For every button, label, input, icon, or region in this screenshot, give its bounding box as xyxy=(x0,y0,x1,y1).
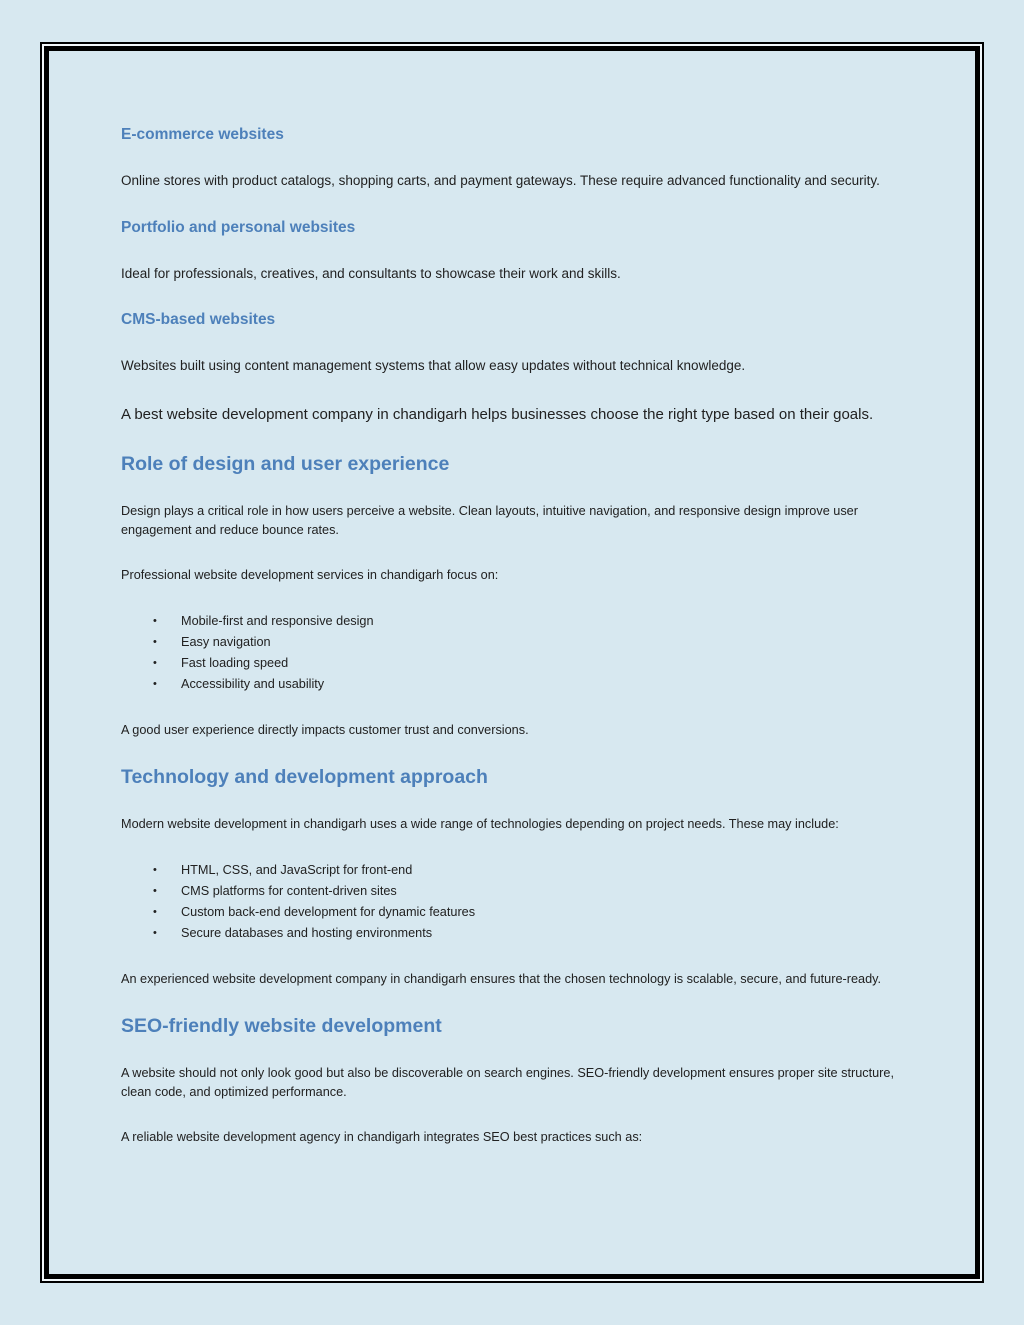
list-item xyxy=(121,674,903,695)
paragraph-design-outro: A good user experience directly impacts customer trust and conversions. xyxy=(121,722,529,737)
bullet-icon: • xyxy=(153,905,157,918)
technology-list xyxy=(121,860,903,944)
list-item-label: Secure databases and hosting environments xyxy=(181,925,433,940)
heading-seo-development: SEO-friendly website development xyxy=(121,1014,442,1037)
bullet-icon: • xyxy=(153,863,157,876)
paragraph-technology-outro: An experienced website development company in chandigarh ensures that the chosen technology is scalable, secure, and future-ready. xyxy=(121,971,882,986)
page-border-inner xyxy=(44,46,980,1279)
paragraph-ecommerce: Online stores with product catalogs, shopping carts, and payment gateways. These require advanced functionality and security. xyxy=(121,173,880,188)
bullet-icon: • xyxy=(153,677,157,690)
heading-design-ux: Role of design and user experience xyxy=(121,452,450,475)
list-item xyxy=(121,653,903,674)
heading-technology-approach: Technology and development approach xyxy=(121,765,488,788)
list-item xyxy=(121,923,903,944)
bullet-icon: • xyxy=(153,926,157,939)
list-item-label: Mobile-first and responsive design xyxy=(181,613,374,628)
page-border-frame xyxy=(40,42,984,1283)
list-item-label: Accessibility and usability xyxy=(181,676,325,691)
list-item xyxy=(121,632,903,653)
paragraph-design-intro: Design plays a critical role in how users perceive a website. Clean layouts, intuitive navigation, and responsive design improve user engagement and reduce bounce rates. xyxy=(121,503,858,537)
paragraph-seo-lead-in: A reliable website development agency in chandigarh integrates SEO best practices such as: xyxy=(121,1129,643,1144)
list-item xyxy=(121,860,903,881)
design-focus-list xyxy=(121,611,903,695)
bullet-icon: • xyxy=(153,884,157,897)
list-item-label: HTML, CSS, and JavaScript for front-end xyxy=(181,862,413,877)
bullet-icon: • xyxy=(153,635,157,648)
list-item-label: Custom back-end development for dynamic features xyxy=(181,904,476,919)
list-item-label: Fast loading speed xyxy=(181,655,289,670)
heading-cms-websites: CMS-based websites xyxy=(121,311,276,328)
paragraph-design-lead-in: Professional website development services in chandigarh focus on: xyxy=(121,567,499,582)
paragraph-seo-intro: A website should not only look good but also be discoverable on search engines. SEO-friendly development ensures proper site structure, clean code, and optimized performance. xyxy=(121,1065,894,1099)
paragraph-portfolio: Ideal for professionals, creatives, and consultants to showcase their work and skills. xyxy=(121,265,621,281)
list-item xyxy=(121,902,903,923)
document-content xyxy=(121,125,903,1147)
paragraph-technology-intro: Modern website development in chandigarh uses a wide range of technologies depending on project needs. These may include: xyxy=(121,816,839,831)
list-item-label: Easy navigation xyxy=(181,634,271,649)
paragraph-cms: Websites built using content management systems that allow easy updates without technical knowledge. xyxy=(121,358,746,373)
paragraph-cms-note: A best website development company in chandigarh helps businesses choose the right type based on their goals. xyxy=(121,405,874,423)
list-item xyxy=(121,611,903,632)
bullet-icon: • xyxy=(153,656,157,669)
list-item xyxy=(121,881,903,902)
bullet-icon: • xyxy=(153,614,157,627)
heading-portfolio-websites: Portfolio and personal websites xyxy=(121,218,356,236)
heading-ecommerce-websites: E-commerce websites xyxy=(121,126,284,143)
list-item-label: CMS platforms for content-driven sites xyxy=(181,883,397,898)
